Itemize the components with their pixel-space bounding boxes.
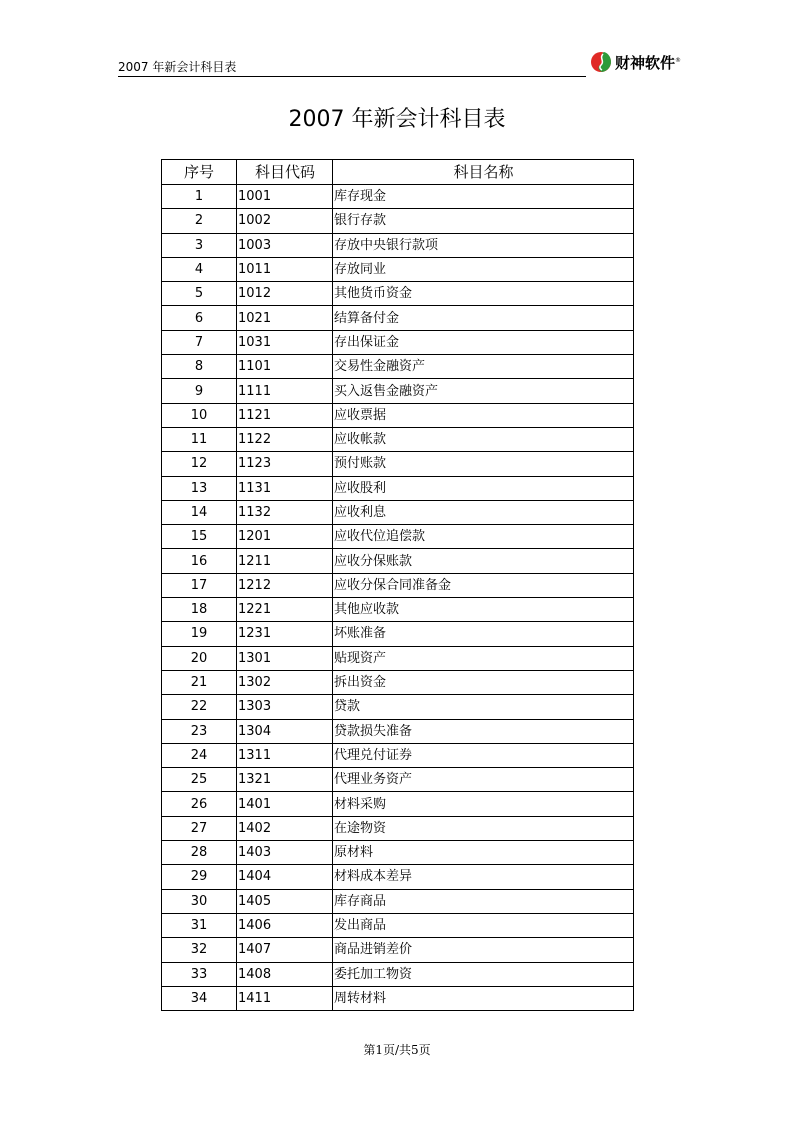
cell-code: 1012: [237, 282, 333, 306]
cell-name: 拆出资金: [333, 670, 634, 694]
table-row: [162, 816, 634, 840]
company-logo: [590, 50, 681, 74]
table-row: [162, 841, 634, 865]
cell-name: 应收分保合同准备金: [333, 573, 634, 597]
cell-code: 1122: [237, 427, 333, 451]
cell-code: 1301: [237, 646, 333, 670]
cell-index: 11: [162, 427, 237, 451]
cell-index: 30: [162, 889, 237, 913]
cell-name: 商品进销差价: [333, 938, 634, 962]
cell-code: 1404: [237, 865, 333, 889]
cell-code: 1001: [237, 185, 333, 209]
table-row: [162, 209, 634, 233]
cell-name: 原材料: [333, 841, 634, 865]
table-row: [162, 695, 634, 719]
cell-index: 20: [162, 646, 237, 670]
cell-index: 12: [162, 452, 237, 476]
cell-name: 库存商品: [333, 889, 634, 913]
cell-index: 9: [162, 379, 237, 403]
cell-code: 1212: [237, 573, 333, 597]
cell-name: 贷款损失准备: [333, 719, 634, 743]
column-header-code: 科目代码: [237, 160, 333, 185]
cell-index: 25: [162, 768, 237, 792]
table-row: [162, 452, 634, 476]
cell-code: 1002: [237, 209, 333, 233]
cell-index: 23: [162, 719, 237, 743]
cell-name: 贴现资产: [333, 646, 634, 670]
table-row: [162, 792, 634, 816]
cell-index: 31: [162, 913, 237, 937]
cell-name: 交易性金融资产: [333, 355, 634, 379]
cell-name: 在途物资: [333, 816, 634, 840]
cell-index: 22: [162, 695, 237, 719]
cell-code: 1303: [237, 695, 333, 719]
cell-name: 代理业务资产: [333, 768, 634, 792]
cell-code: 1408: [237, 962, 333, 986]
cell-index: 15: [162, 525, 237, 549]
table-header-row: [162, 160, 634, 185]
cell-code: 1402: [237, 816, 333, 840]
cell-name: 库存现金: [333, 185, 634, 209]
cell-index: 19: [162, 622, 237, 646]
cell-code: 1304: [237, 719, 333, 743]
page-number: 第1页/共5页: [363, 1043, 431, 1057]
cell-code: 1321: [237, 768, 333, 792]
registered-mark: ®: [675, 56, 682, 64]
cell-index: 33: [162, 962, 237, 986]
cell-index: 16: [162, 549, 237, 573]
cell-name: 应收利息: [333, 500, 634, 524]
cell-code: 1031: [237, 330, 333, 354]
table-row: [162, 962, 634, 986]
cell-name: 代理兑付证券: [333, 743, 634, 767]
cell-code: 1011: [237, 257, 333, 281]
table-row: [162, 379, 634, 403]
table-row: [162, 355, 634, 379]
cell-name: 委托加工物资: [333, 962, 634, 986]
logo-text: 财神软件: [615, 53, 676, 72]
cell-index: 13: [162, 476, 237, 500]
cell-index: 24: [162, 743, 237, 767]
table-row: [162, 500, 634, 524]
cell-index: 17: [162, 573, 237, 597]
cell-code: 1201: [237, 525, 333, 549]
cell-index: 27: [162, 816, 237, 840]
logo-icon: [590, 51, 612, 73]
cell-code: 1101: [237, 355, 333, 379]
cell-name: 预付账款: [333, 452, 634, 476]
cell-code: 1407: [237, 938, 333, 962]
cell-index: 3: [162, 233, 237, 257]
cell-name: 其他应收款: [333, 598, 634, 622]
cell-code: 1406: [237, 913, 333, 937]
cell-code: 1131: [237, 476, 333, 500]
cell-code: 1411: [237, 986, 333, 1010]
cell-name: 买入返售金融资产: [333, 379, 634, 403]
table-row: [162, 549, 634, 573]
cell-index: 6: [162, 306, 237, 330]
cell-code: 1121: [237, 403, 333, 427]
cell-index: 26: [162, 792, 237, 816]
cell-code: 1123: [237, 452, 333, 476]
cell-index: 32: [162, 938, 237, 962]
table-row: [162, 719, 634, 743]
cell-index: 8: [162, 355, 237, 379]
page-title: 2007 年新会计科目表: [288, 107, 506, 132]
cell-name: 银行存款: [333, 209, 634, 233]
cell-code: 1111: [237, 379, 333, 403]
cell-code: 1003: [237, 233, 333, 257]
table-row: [162, 865, 634, 889]
table-row: [162, 889, 634, 913]
cell-code: 1311: [237, 743, 333, 767]
column-header-name: 科目名称: [333, 160, 634, 185]
cell-name: 存出保证金: [333, 330, 634, 354]
cell-index: 10: [162, 403, 237, 427]
table-row: [162, 913, 634, 937]
cell-code: 1221: [237, 598, 333, 622]
cell-index: 4: [162, 257, 237, 281]
cell-name: 贷款: [333, 695, 634, 719]
cell-index: 28: [162, 841, 237, 865]
cell-name: 应收代位追偿款: [333, 525, 634, 549]
cell-name: 存放中央银行款项: [333, 233, 634, 257]
cell-index: 7: [162, 330, 237, 354]
cell-code: 1021: [237, 306, 333, 330]
table-row: [162, 233, 634, 257]
table-row: [162, 768, 634, 792]
table-row: [162, 646, 634, 670]
cell-index: 21: [162, 670, 237, 694]
cell-code: 1302: [237, 670, 333, 694]
cell-name: 应收票据: [333, 403, 634, 427]
cell-name: 坏账准备: [333, 622, 634, 646]
cell-code: 1405: [237, 889, 333, 913]
cell-name: 材料成本差异: [333, 865, 634, 889]
table-row: [162, 670, 634, 694]
table-row: [162, 282, 634, 306]
cell-code: 1231: [237, 622, 333, 646]
cell-index: 18: [162, 598, 237, 622]
table-row: [162, 622, 634, 646]
accounts-table: [161, 159, 634, 1011]
cell-code: 1132: [237, 500, 333, 524]
cell-index: 5: [162, 282, 237, 306]
table-row: [162, 573, 634, 597]
table-row: [162, 598, 634, 622]
table-row: [162, 330, 634, 354]
header-divider: [118, 76, 586, 77]
cell-name: 应收帐款: [333, 427, 634, 451]
table-row: [162, 476, 634, 500]
cell-name: 材料采购: [333, 792, 634, 816]
table-row: [162, 306, 634, 330]
cell-name: 应收股利: [333, 476, 634, 500]
table-row: [162, 986, 634, 1010]
cell-name: 周转材料: [333, 986, 634, 1010]
cell-index: 14: [162, 500, 237, 524]
table-row: [162, 403, 634, 427]
cell-name: 应收分保账款: [333, 549, 634, 573]
cell-index: 34: [162, 986, 237, 1010]
table-row: [162, 743, 634, 767]
cell-name: 其他货币资金: [333, 282, 634, 306]
table-row: [162, 938, 634, 962]
cell-index: 29: [162, 865, 237, 889]
cell-name: 存放同业: [333, 257, 634, 281]
cell-name: 结算备付金: [333, 306, 634, 330]
cell-name: 发出商品: [333, 913, 634, 937]
table-row: [162, 185, 634, 209]
table-row: [162, 427, 634, 451]
table-row: [162, 525, 634, 549]
cell-index: 1: [162, 185, 237, 209]
cell-code: 1403: [237, 841, 333, 865]
cell-code: 1211: [237, 549, 333, 573]
column-header-index: 序号: [162, 160, 237, 185]
header-title: 2007 年新会计科目表: [118, 60, 237, 74]
table-row: [162, 257, 634, 281]
cell-code: 1401: [237, 792, 333, 816]
cell-index: 2: [162, 209, 237, 233]
